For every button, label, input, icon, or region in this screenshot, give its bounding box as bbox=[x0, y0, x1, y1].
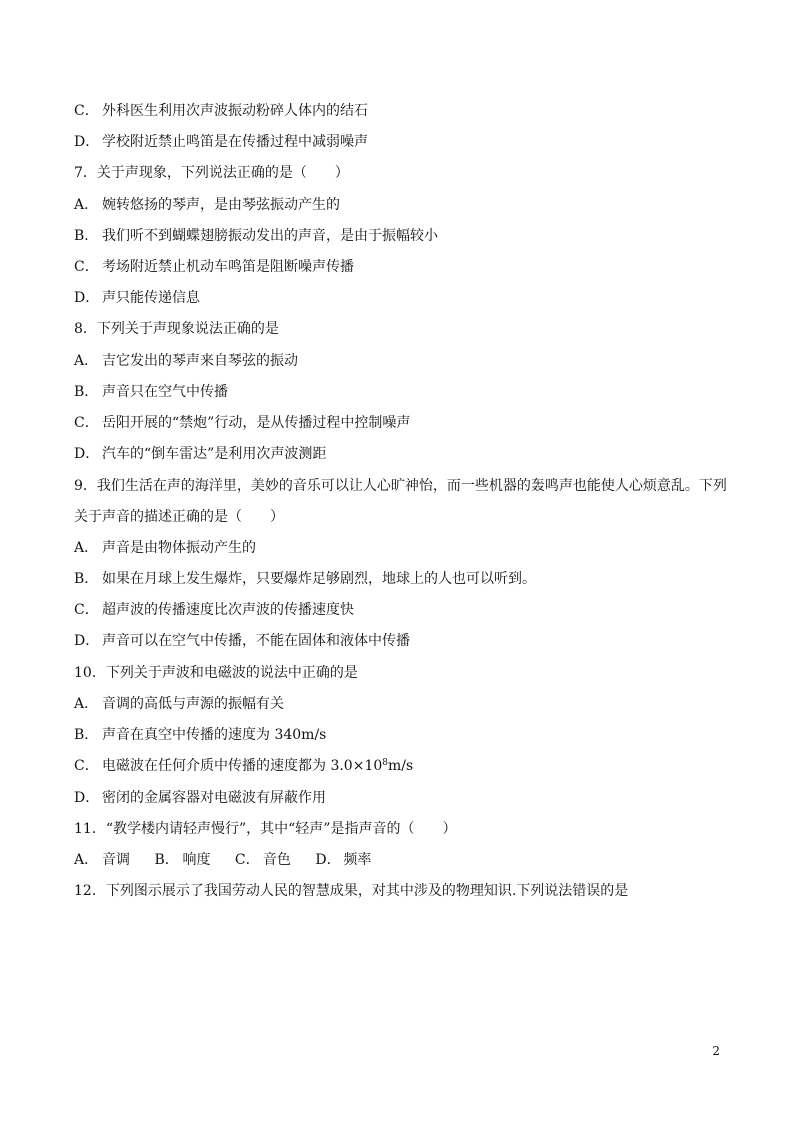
q7-option-d: D． 声只能传递信息 bbox=[74, 290, 200, 306]
q12-stem: 12．下列图示展示了我国劳动人民的智慧成果，对其中涉及的物理知识.下列说法错误的是 bbox=[74, 883, 629, 899]
q8-option-b: B． 声音只在空气中传播 bbox=[74, 384, 228, 400]
q7-stem: 7．关于声现象，下列说法正确的是（ ） bbox=[74, 165, 349, 181]
q7-option-c: C． 考场附近禁止机动车鸣笛是阻断噪声传播 bbox=[74, 259, 354, 275]
q10-option-c: C． 电磁波在任何介质中传播的速度都为 $3.0\times 10^8m/s$ bbox=[74, 758, 414, 774]
q10-option-d: D． 密闭的金属容器对电磁波有屏蔽作用 bbox=[74, 790, 326, 806]
q7-option-b: B． 我们听不到蝴蝶翅膀振动发出的声音，是由于振幅较小 bbox=[74, 228, 438, 244]
q9-option-b: B． 如果在月球上发生爆炸，只要爆炸足够剧烈，地球上的人也可以听到。 bbox=[74, 571, 536, 587]
q11-option-b: B． 响度 bbox=[154, 852, 211, 868]
q10-option-a: A． 音调的高低与声源的振幅有关 bbox=[74, 696, 284, 712]
q9-stem-line1: 9．我们生活在声的海洋里，美妙的音乐可以让人心旷神怡，而一些机器的轰鸣声也能使人心烦意乱。下列 bbox=[74, 478, 727, 494]
q8-option-c: C． 岳阳开展的“禁炮”行动，是从传播过程中控制噪声 bbox=[74, 415, 411, 431]
q8-option-a: A． 吉它发出的琴声来自琴弦的振动 bbox=[74, 353, 298, 369]
q9-option-c: C． 超声波的传播速度比次声波的传播速度快 bbox=[74, 602, 354, 618]
q9-option-d: D． 声音可以在空气中传播，不能在固体和液体中传播 bbox=[74, 633, 410, 649]
q6-option-d: D． 学校附近禁止鸣笛是在传播过程中减弱噪声 bbox=[74, 134, 368, 150]
q9-option-a: A． 声音是由物体振动产生的 bbox=[74, 540, 256, 556]
q8-stem: 8．下列关于声现象说法正确的是 bbox=[74, 321, 279, 337]
q8-option-d: D． 汽车的“倒车雷达”是利用次声波测距 bbox=[74, 446, 327, 462]
page-number: 2 bbox=[712, 1044, 720, 1058]
q11-option-c: C． 音色 bbox=[234, 852, 291, 868]
q11-options bbox=[74, 851, 391, 869]
q7-option-a: A． 婉转悠扬的琴声，是由琴弦振动产生的 bbox=[74, 197, 340, 213]
q11-option-a: A． 音调 bbox=[74, 852, 130, 868]
q6-option-c: C． 外科医生利用次声波振动粉碎人体内的结石 bbox=[74, 103, 368, 119]
q10-option-b: B． 声音在真空中传播的速度为 340m/s bbox=[74, 727, 327, 743]
q11-stem: 11．“教学楼内请轻声慢行”，其中“轻声”是指声音的（ ） bbox=[74, 821, 457, 837]
q9-stem-line2: 关于声音的描述正确的是（ ） bbox=[74, 509, 284, 525]
q10-stem: 10．下列关于声波和电磁波的说法中正确的是 bbox=[74, 665, 358, 681]
q11-option-d: D． 频率 bbox=[315, 852, 372, 868]
